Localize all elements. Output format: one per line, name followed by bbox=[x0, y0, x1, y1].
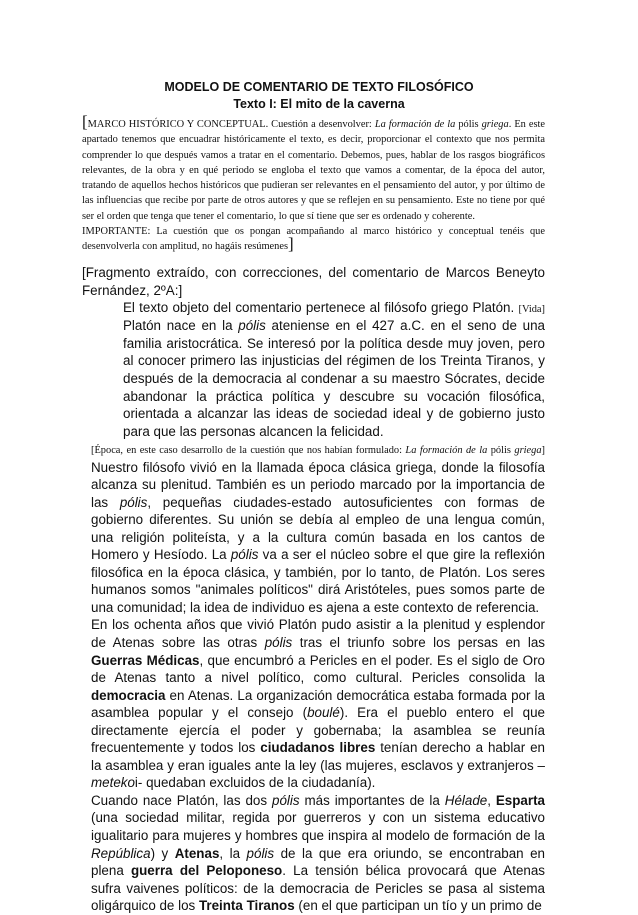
p4-h: . La tensión bélica provocará que Atenas sufra vaivenes políticos: de la democracia de Pericles se pasa al sistema oligárquico de los bbox=[91, 863, 545, 914]
instructions-question-polis: pólis bbox=[458, 119, 479, 130]
important-text: IMPORTANTE: La cuestión que os pongan acompañando al marco histórico y conceptual tenéis que desenvolverla con amplitud, no hagáis resúmenes bbox=[82, 226, 545, 253]
p4-republica: República bbox=[91, 845, 151, 861]
p1-a: Platón nace en la bbox=[123, 318, 239, 334]
instructions-period: . bbox=[508, 119, 512, 130]
p3-g: i- quedaban excluidos de la ciudadanía). bbox=[134, 775, 376, 791]
p4-esparta: Esparta bbox=[495, 792, 545, 808]
p4-d: (una sociedad militar, regida por guerreros y con un sistema educativo igualitario para mujeres y hombres que inspira al modelo de formación de la bbox=[91, 810, 545, 843]
instructions-important bbox=[82, 224, 545, 255]
epoca-note-italic: La formación de la bbox=[405, 445, 491, 457]
instructions-paragraph bbox=[82, 112, 545, 224]
document-subtitle: Texto I: El mito de la caverna bbox=[233, 97, 405, 111]
instructions-question-end: griega bbox=[478, 119, 509, 130]
p4-e: ) y bbox=[150, 845, 175, 861]
p4-atenas: Atenas bbox=[174, 845, 220, 861]
p2-b: , pequeñas ciudades-estado autosuficientes con formas de gobierno diferentes. Su unión se debía al empleo de una lengua común, una religión politeísta, y a la cultura común basada en los cantos de Homero y Hesíodo. La bbox=[91, 494, 546, 563]
instructions-lead: MARCO HISTÓRICO Y CONCEPTUAL. Cuestión a desenvolver: bbox=[87, 119, 375, 130]
instructions-block bbox=[82, 112, 545, 255]
p4-guerra-peloponeso: guerra del Peloponeso bbox=[130, 863, 283, 879]
p1-b: ateniense en el 427 a.C. en el seno de una familia aristocrática. Se interesó por la política desde muy joven, pero al conocer primero las injusticias del régimen de los Treinta Tiranos, y después de la democracia al condenar a su maestro Sócrates, decide abandonar la práctica política y descubre su vocación filosófica, orientada a alcanzar las ideas de sociedad ideal y de gobierno justo para que las personas alcancen la felicidad. bbox=[123, 318, 545, 439]
document-title: MODELO DE COMENTARIO DE TEXTO FILOSÓFICO bbox=[164, 80, 474, 94]
instructions-question: La formación de la bbox=[374, 119, 459, 130]
p4-f: , la bbox=[219, 845, 247, 861]
p3-polis: pólis bbox=[264, 634, 293, 650]
p2-polis2: pólis bbox=[230, 547, 259, 563]
p3-c: , que encumbró a Pericles en el poder. Es el siglo de Oro de Atenas tanto a nivel político, como cultural. Pericles consolida la bbox=[91, 652, 545, 686]
paragraph-atenas bbox=[82, 616, 545, 791]
epoca-note bbox=[91, 445, 545, 456]
epoca-note-polis: pólis bbox=[490, 445, 511, 457]
fragment-intro: [Fragmento extraído, con correcciones, del comentario de Marcos Beneyto Fernández, 2ºA:] bbox=[82, 265, 545, 298]
epoca-note-griega: griega bbox=[514, 445, 542, 457]
p1-polis: pólis bbox=[238, 318, 266, 334]
p3-democracia: democracia bbox=[91, 687, 166, 703]
epoca-note-close: ] bbox=[541, 445, 545, 457]
p3-ciudadanos-libres: ciudadanos libres bbox=[260, 740, 376, 756]
p3-b: tras el triunfo sobre los persas en las bbox=[292, 634, 545, 650]
p3-f: tenían derecho a hablar en la asamblea y eran iguales ante la ley (las mujeres, esclavos y extranjeros – bbox=[91, 740, 546, 773]
paragraph-esparta bbox=[82, 792, 545, 915]
p4-i: (en el que participan un tío y un primo de bbox=[294, 898, 542, 914]
vida-note: [Vida] bbox=[518, 304, 545, 316]
instructions-body: En este apartado tenemos que encuadrar históricamente el texto, es decir, proporcionar el contexto que nos permita comprender lo que después vamos a tratar en el comentario. Debemos, pues, hablar de los rasgos biográficos relevantes, de la obra y en qué periodo se engloba el texto que vamos a comentar, de la época del autor, tratando de aquellos hechos históricos que pudieran ser relevantes en el pensamiento del autor, y por último de las influencias que recibe por parte de otros autores y que se reflejen en su pensamiento. Este no tiene por qué ser el orden que tenga que tener el comentario, lo que sí tiene que ser es ordenado y coherente. bbox=[82, 119, 545, 222]
p4-c: , bbox=[487, 792, 496, 808]
p1-text: El texto objeto del comentario pertenece al filósofo griego Platón. bbox=[123, 300, 519, 316]
p3-a: En los ochenta años que vivió Platón pudo asistir a la plenitud y esplendor de Atenas sobre las otras bbox=[91, 617, 545, 650]
p4-polis2: pólis bbox=[246, 845, 275, 861]
p4-polis: pólis bbox=[272, 792, 300, 808]
p2-polis1: pólis bbox=[119, 494, 148, 510]
p4-b: más importantes de la bbox=[299, 792, 445, 808]
p3-guerras-medicas: Guerras Médicas bbox=[91, 652, 200, 668]
p3-d: en Atenas. La organización democrática estaba formada por la asamblea popular y el consejo ( bbox=[91, 687, 545, 721]
p3-meteko: meteko bbox=[91, 775, 135, 791]
paragraph-epoca bbox=[82, 440, 545, 616]
fragment-block bbox=[82, 264, 545, 915]
p4-treinta-tiranos: Treinta Tiranos bbox=[198, 898, 295, 914]
paragraph-vida bbox=[82, 299, 545, 440]
p4-helade: Hélade bbox=[444, 792, 488, 808]
epoca-note-open: [Época, en este caso desarrollo de la cuestión que nos habían formulado: bbox=[91, 445, 406, 457]
close-bracket: ] bbox=[288, 234, 294, 254]
p3-boule: boulé bbox=[307, 705, 340, 721]
p2-c: va a ser el núcleo sobre el que gire la reflexión filosófica en la época clásica, y también, por lo tanto, de Platón. Los seres humanos somos "animales políticos" dirá Aristóteles, pues somos parte de una comunidad; la idea de individuo es ajena a este contexto de referencia. bbox=[91, 547, 545, 615]
p4-g: de la que era oriundo, se encontraban en plena bbox=[91, 845, 545, 879]
open-bracket: [ bbox=[82, 112, 88, 131]
p2-a: Nuestro filósofo vivió en la llamada época clásica griega, donde la filosofía alcanza su plenitud. También es un periodo marcado por la importancia de las bbox=[91, 459, 545, 510]
p3-e: ). Era el pueblo entero el que directamente ejercía el poder y gobernaba; la asamblea se reunía frecuentemente y todos los bbox=[91, 705, 545, 756]
p4-a: Cuando nace Platón, las dos bbox=[91, 792, 272, 808]
